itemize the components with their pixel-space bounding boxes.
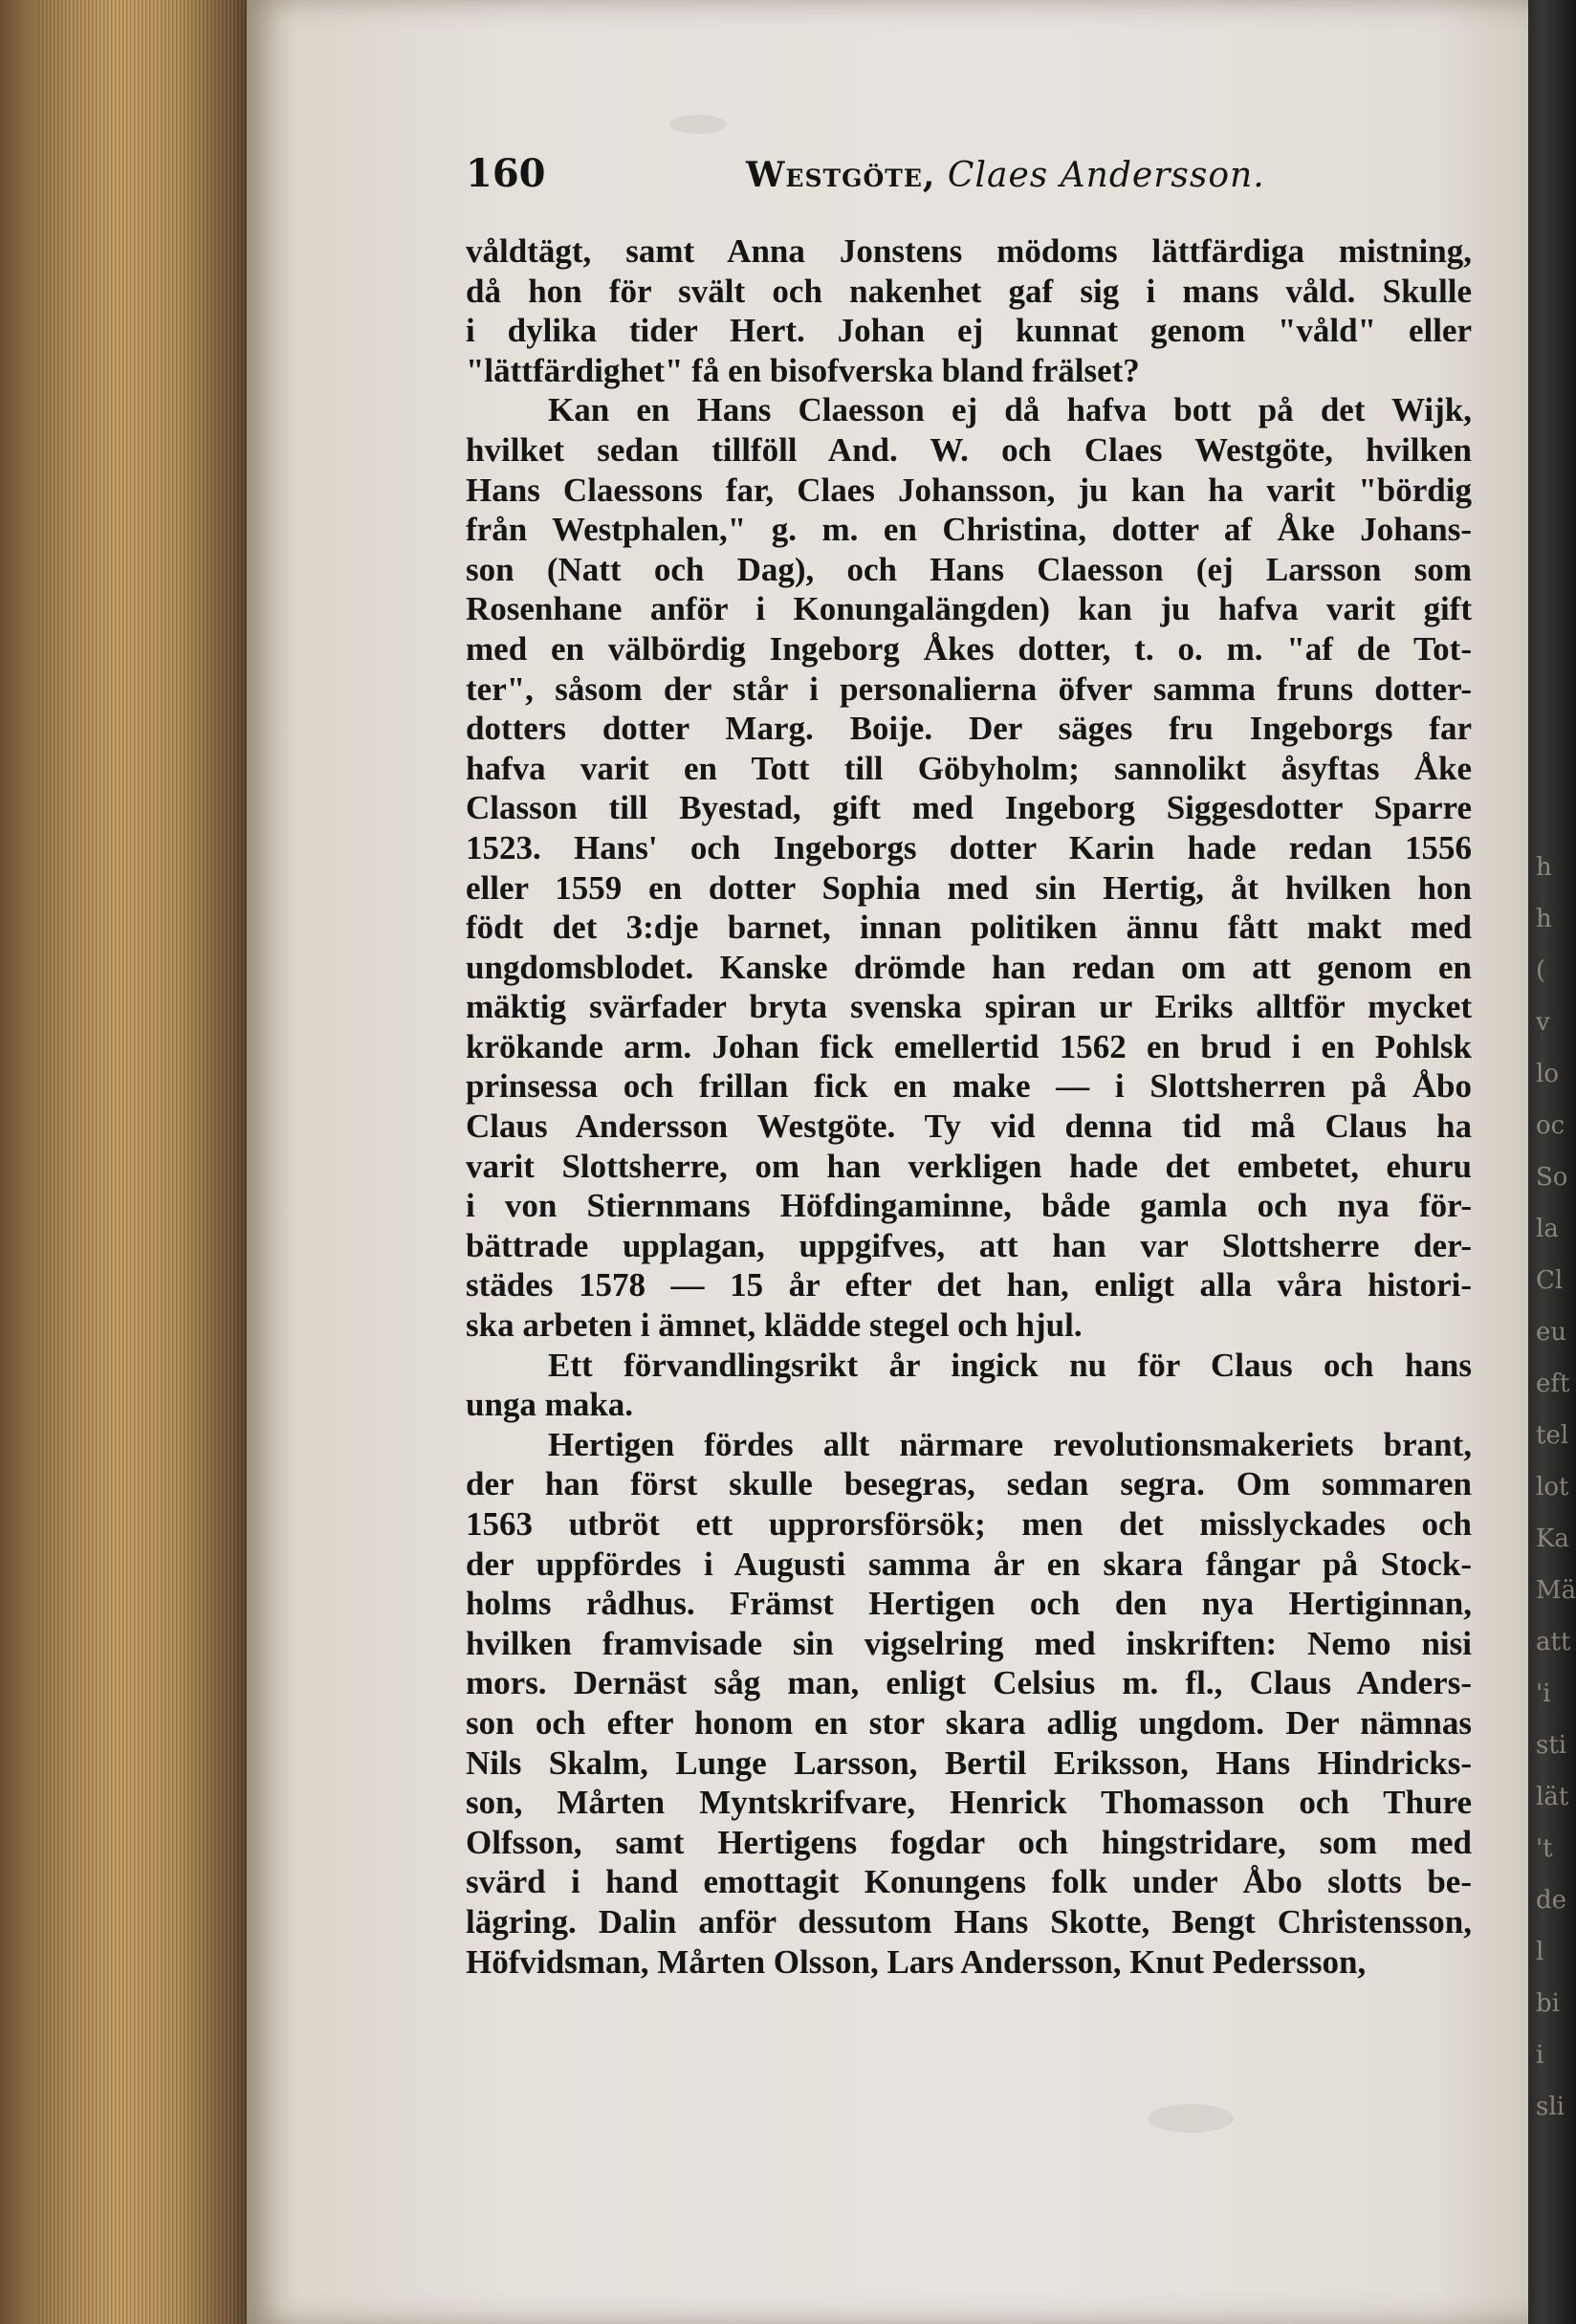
opposite-page-bleed [1536,842,1576,2121]
text-line: hvilken framvisade sin vigselring med inskriften: Nemo nisi [466,1624,1472,1662]
text-line: svärd i hand emottagit Konungens folk under Åbo slotts be- [466,1863,1472,1901]
bleed-fragment: tel [1536,1421,1569,1450]
page-stack [38,0,249,2324]
text-line: son (Natt och Dag), och Hans Claesson (ej Larsson som [466,550,1472,588]
text-line: med en välbördig Ingeborg Åkes dotter, t. o. m. "af de Tot- [466,629,1472,668]
text-line: holms rådhus. Främst Hertigen och den nya Hertiginnan, [466,1585,1472,1623]
text-line: Kan en Hans Claesson ej då hafva bott på det Wijk, [548,391,1472,429]
text-line: Ett förvandlingsrikt år ingick nu för Claus och hans [548,1346,1472,1384]
text-line: Hans Claessons far, Claes Johansson, ju kan ha varit "bördig [466,471,1472,509]
text-line: dotters dotter Marg. Boije. Der säges fru Ingeborgs far [466,710,1472,748]
body-text [466,231,1472,1982]
bleed-fragment: eu [1536,1318,1567,1347]
text-line: varit Slottsherre, om han verkligen hade det embetet, ehuru [466,1147,1472,1185]
text-line: hvilket sedan tillföll And. W. och Claes Westgöte, hvilken [466,430,1472,469]
text-line: der han först skulle besegras, sedan segra. Om sommaren [466,1465,1472,1503]
bleed-fragment: So [1536,1163,1568,1192]
bleed-fragment: bi [1536,1989,1560,2018]
bleed-fragment: 'i [1536,1679,1551,1708]
text-line: bättrade upplagan, uppgifves, att han var Slottsherre der- [466,1226,1472,1264]
text-line: Olfsson, samt Hertigens fogdar och hingstridare, som med [466,1823,1472,1861]
text-line: Classon till Byestad, gift med Ingeborg Siggesdotter Sparre [466,789,1472,827]
text-line: der uppfördes i Augusti samma år en skara fångar på Stock- [466,1545,1472,1583]
bleed-fragment: i [1536,2041,1544,2070]
bleed-fragment: l [1536,1938,1544,1966]
bleed-fragment: la [1536,1215,1559,1243]
paper-stain [1148,2104,1234,2133]
bleed-fragment: lo [1536,1060,1559,1088]
text-line: ska arbeten i ämnet, klädde stegel och hjul. [466,1306,1083,1345]
text-line: i dylika tider Hert. Johan ej kunnat genom "våld" eller [466,312,1472,350]
book-page-edges [0,0,258,2324]
text-line: mäktig svärfader bryta svenska spiran ur Eriks alltför mycket [466,988,1472,1026]
bleed-fragment: 't [1536,1834,1553,1863]
bleed-fragment: lät [1536,1783,1569,1811]
bleed-fragment: sti [1536,1731,1567,1760]
text-line: hafva varit en Tott till Göbyholm; sannolikt åsyftas Åke [466,749,1472,787]
bleed-fragment: h [1536,905,1552,933]
bleed-fragment: oc [1536,1111,1565,1140]
text-line: krökande arm. Johan fick emellertid 1562 en brud i en Pohlsk [466,1027,1472,1065]
text-line: ter", såsom der står i personalierna öfver samma fruns dotter- [466,669,1472,708]
running-head-name: Westgöte, [746,155,936,195]
page-number: 160 [466,151,546,196]
bleed-fragment: sli [1536,2093,1565,2121]
text-line: Hertigen fördes allt närmare revolutionsmakeriets brant, [548,1425,1472,1463]
bleed-fragment: ( [1536,956,1546,985]
text-line: 1523. Hans' och Ingeborgs dotter Karin hade redan 1556 [466,828,1472,866]
running-header [466,151,1355,205]
text-line: mors. Dernäst såg man, enligt Celsius m. fl., Claus Anders- [466,1664,1472,1702]
text-line: Rosenhane anför i Konungalängden) kan ju hafva varit gift [466,590,1472,628]
bleed-fragment: h [1536,853,1552,882]
text-line: i von Stiernmans Höfdingaminne, både gamla och nya för- [466,1187,1472,1225]
text-line: lägring. Dalin anför dessutom Hans Skotte, Bengt Christensson, [466,1902,1472,1940]
bleed-fragment: v [1536,1008,1550,1037]
text-line: unga maka. [466,1386,634,1424]
running-head [746,155,1265,195]
text-line: då hon för svält och nakenhet gaf sig i mans våld. Skulle [466,272,1472,310]
text-line: födt det 3:dje barnet, innan politiken ännu fått makt med [466,909,1472,947]
text-line: son, Mårten Myntskrifvare, Henrick Thomasson och Thure [466,1784,1472,1822]
bleed-fragment: att [1536,1628,1571,1656]
text-line: Claus Andersson Westgöte. Ty vid denna tid må Claus ha [466,1107,1472,1146]
text-line: 1563 utbröt ett upprorsförsök; men det misslyckades och [466,1505,1472,1543]
text-line: eller 1559 en dotter Sophia med sin Hertig, åt hvilken hon [466,868,1472,907]
bleed-fragment: lot [1536,1473,1569,1502]
text-line: Nils Skalm, Lunge Larsson, Bertil Eriksson, Hans Hindricks- [466,1743,1472,1782]
text-line: ungdomsblodet. Kanske drömde han redan om att genom en [466,948,1472,986]
text-line: våldtägt, samt Anna Jonstens mödoms lättfärdiga mistning, [466,232,1472,270]
bleed-fragment: de [1536,1886,1567,1915]
bleed-fragment: eft [1536,1370,1570,1398]
text-line: son och efter honom en stor skara adlig ungdom. Der nämnas [466,1703,1472,1742]
text-line: städes 1578 — 15 år efter det han, enligt alla våra histori- [466,1266,1472,1305]
running-head-sub: Claes Andersson. [947,156,1265,195]
text-line: från Westphalen," g. m. en Christina, dotter af Åke Johans- [466,511,1472,549]
text-line: Höfvidsman, Mårten Olsson, Lars Andersson, Knut Pedersson, [466,1942,1367,1981]
text-line: "lättfärdighet" få en bisofverska bland frälset? [466,351,1140,389]
bleed-fragment: Cl [1536,1266,1564,1295]
text-line: prinsessa och frillan fick en make — i Slottsherren på Åbo [466,1067,1472,1106]
bleed-fragment: Ka [1536,1524,1569,1553]
bleed-fragment: Mä [1536,1576,1576,1605]
paper-stain [669,115,727,134]
